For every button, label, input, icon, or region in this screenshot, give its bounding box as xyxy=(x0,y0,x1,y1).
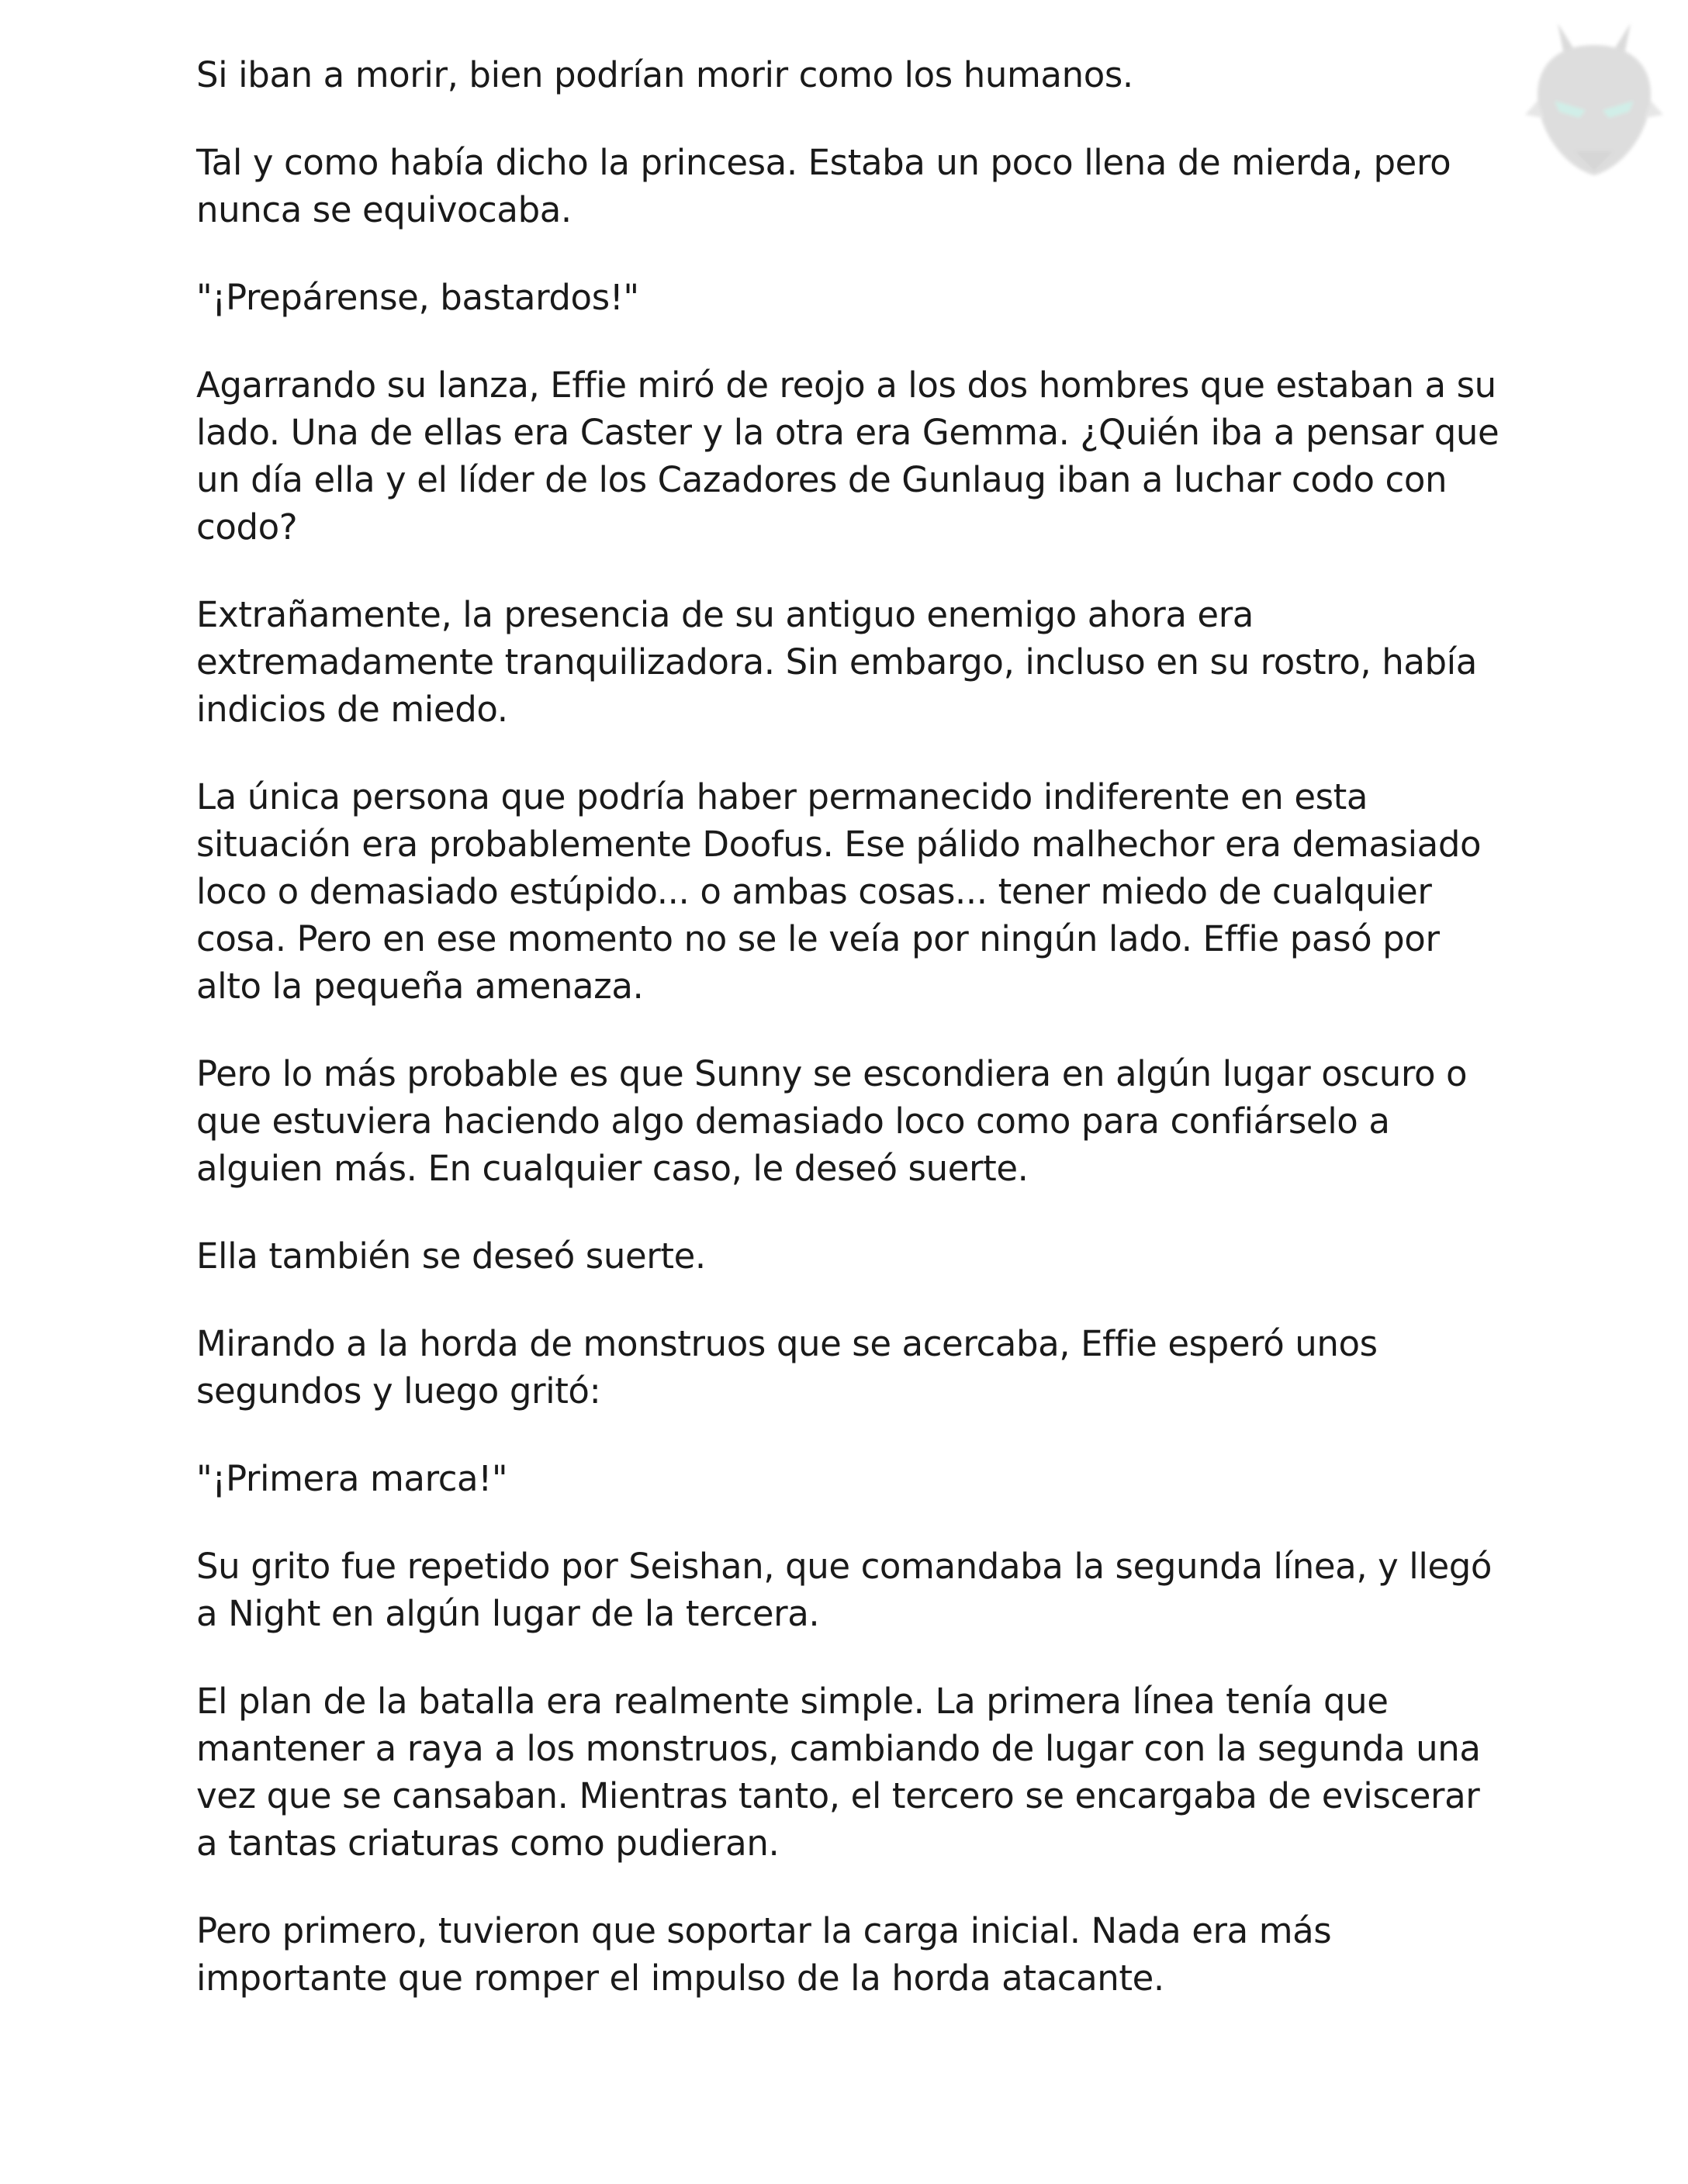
demon-head-watermark-icon xyxy=(1520,16,1668,186)
paragraph: Si iban a morir, bien podrían morir como los humanos. xyxy=(196,54,1133,95)
paragraph: Pero primero, tuvieron que soportar la carga inicial. Nada era más importante que romper el impulso de la horda atacante. xyxy=(196,1910,1332,1999)
paragraph: La única persona que podría haber permanecido indiferente en esta situación era probablemente Doofus. Ese pálido malhechor era demasiado loco o demasiado estúpido... o ambas cosas... tener miedo de cualquier cosa. Pero en ese momento no se le veía por ningún lado. Effie pasó por alto la pequeña amenaza. xyxy=(196,776,1482,1007)
paragraph: Tal y como había dicho la princesa. Estaba un poco llena de mierda, pero nunca se equivocaba. xyxy=(196,142,1451,230)
paragraph: Pero lo más probable es que Sunny se escondiera en algún lugar oscuro o que estuviera haciendo algo demasiado loco como para confiárselo a alguien más. En cualquier caso, le deseó suerte. xyxy=(196,1053,1468,1189)
paragraph: Ella también se deseó suerte. xyxy=(196,1235,706,1277)
document-body xyxy=(196,51,1499,2042)
paragraph: Agarrando su lanza, Effie miró de reojo a los dos hombres que estaban a su lado. Una de ellas era Caster y la otra era Gemma. ¿Quién iba a pensar que un día ella y el líder de los Cazadores de Gunlaug iban a luchar codo con codo? xyxy=(196,365,1499,548)
paragraph: "¡Prepárense, bastardos!" xyxy=(196,277,639,318)
paragraph: El plan de la batalla era realmente simple. La primera línea tenía que mantener a raya a los monstruos, cambiando de lugar con la segunda una vez que se cansaban. Mientras tanto, el tercero se encargaba de eviscerar a tantas criaturas como pudieran. xyxy=(196,1681,1481,1864)
paragraph: "¡Primera marca!" xyxy=(196,1458,508,1499)
paragraph: Mirando a la horda de monstruos que se acercaba, Effie esperó unos segundos y luego gritó: xyxy=(196,1323,1378,1412)
paragraph: Extrañamente, la presencia de su antiguo enemigo ahora era extremadamente tranquilizadora. Sin embargo, incluso en su rostro, había indicios de miedo. xyxy=(196,594,1477,730)
paragraph: Su grito fue repetido por Seishan, que comandaba la segunda línea, y llegó a Night en algún lugar de la tercera. xyxy=(196,1546,1493,1634)
